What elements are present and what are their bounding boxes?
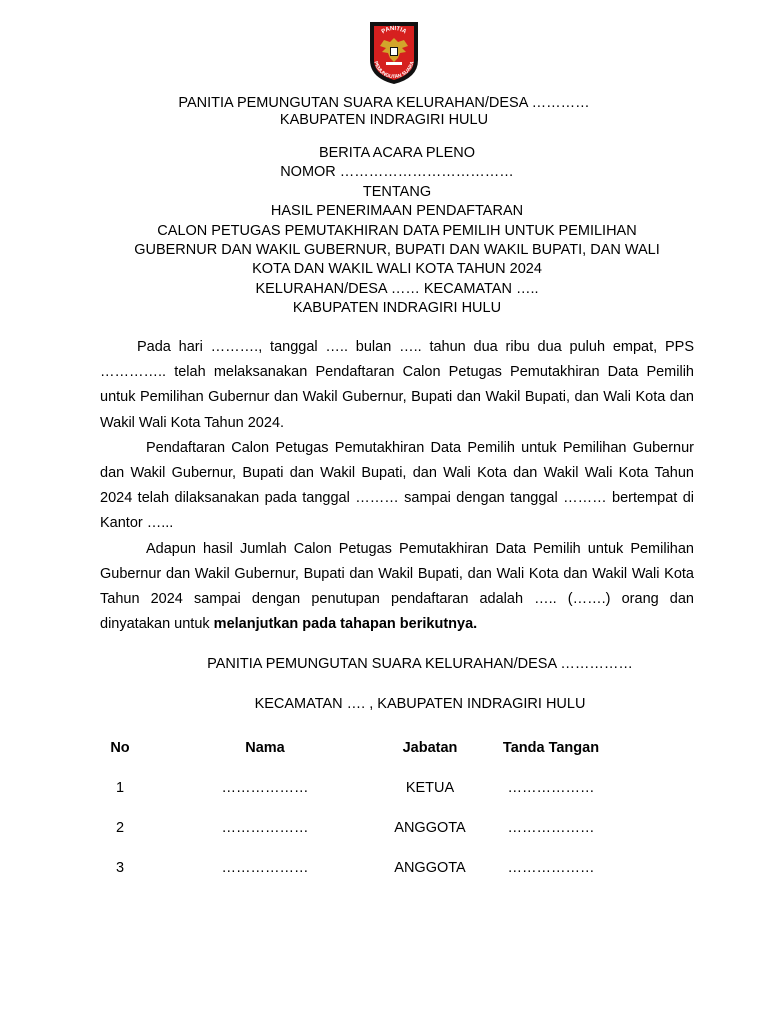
signature-header-line-1: PANITIA PEMUNGUTAN SUARA KELURAHAN/DESA …………… [207,656,633,672]
title-line-7: KOTA DAN WAKIL WALI KOTA TAHUN 2024 [252,261,542,278]
document-title [100,144,694,319]
col-tanda-tangan: Tanda Tangan [502,740,600,756]
body-text [100,335,694,637]
paragraph-3-bold: melanjutkan pada tahapan berikutnya. [213,616,478,633]
row-nama: ……………… [221,820,309,836]
row-no: 2 [115,820,125,836]
col-no: No [110,740,130,756]
row-nama: ……………… [221,860,309,876]
row-nama: ……………… [221,780,309,796]
title-line-1: BERITA ACARA PLENO [318,145,476,161]
paragraph-2: Pendaftaran Calon Petugas Pemutakhiran Data Pemilih untuk Pemilihan Gubernur dan Wakil Gubernur, Bupati dan Wakil Bupati, dan Wali Kota dan Wakil Wali Kota Tahun 2024 telah dilaksanakan pada tanggal ……… sampai dengan tanggal ……… bertempat di Kantor …... [100,439,694,532]
table-row [100,848,632,888]
col-nama: Nama [245,740,285,756]
title-line-2: NOMOR ……………………………… [280,164,514,181]
header-line-1: PANITIA PEMUNGUTAN SUARA KELURAHAN/DESA ………… [178,95,590,111]
signature-header-line-2: KECAMATAN …. , KABUPATEN INDRAGIRI HULU [254,696,586,712]
title-line-3: TENTANG [362,183,432,200]
row-jabatan: KETUA [405,780,455,796]
garuda-emblem-icon [364,18,424,86]
table-header-row [100,728,632,768]
header-line-2: KABUPATEN INDRAGIRI HULU [279,112,489,128]
signature-table [100,728,632,888]
row-tanda-tangan: ……………… [507,860,595,876]
row-jabatan: ANGGOTA [394,820,466,836]
title-line-5: CALON PETUGAS PEMUTAKHIRAN DATA PEMILIH UNTUK PEMILIHAN [157,222,637,239]
table-row [100,808,632,848]
row-jabatan: ANGGOTA [394,860,466,876]
committee-header [0,95,768,129]
logo-text-bottom: PEMUNGUTAN SUARA [372,60,416,81]
paragraph-1: Pada hari ………., tanggal ….. bulan ….. tahun dua ribu dua puluh empat, PPS ………….. telah melaksanakan Pendaftaran Calon Petugas Pemutakhiran Data Pemilih untuk Pemilihan Gubernur dan Wakil Gubernur, Bupati dan Wakil Bupati, dan Wali Kota dan Wakil Wali Kota Tahun 2024. [100,339,694,431]
table-row [100,768,632,808]
title-line-6: GUBERNUR DAN WAKIL GUBERNUR, BUPATI DAN WAKIL BUPATI, DAN WALI [134,242,660,259]
row-tanda-tangan: ……………… [507,820,595,836]
title-line-9: KABUPATEN INDRAGIRI HULU [292,300,502,317]
paragraph-3 [100,537,694,638]
row-tanda-tangan: ……………… [507,780,595,796]
row-no: 3 [115,860,125,876]
paragraph-3-text: Adapun hasil Jumlah Calon Petugas Pemutakhiran Data Pemilih untuk Pemilihan Gubernur dan Wakil Gubernur, Bupati dan Wakil Bupati, dan Wali Kota dan Wakil Wali Kota Tahun 2024 sampai dengan penutupan pendaftaran adalah ….. (…….) orang dan dinyatakan untuk [100,540,694,633]
row-no: 1 [115,780,125,796]
logo-text-top: PANITIA [380,25,408,36]
col-jabatan: Jabatan [402,740,458,756]
title-line-4: HASIL PENERIMAAN PENDAFTARAN [270,203,524,220]
title-line-8: KELURAHAN/DESA …… KECAMATAN ….. [255,280,539,297]
